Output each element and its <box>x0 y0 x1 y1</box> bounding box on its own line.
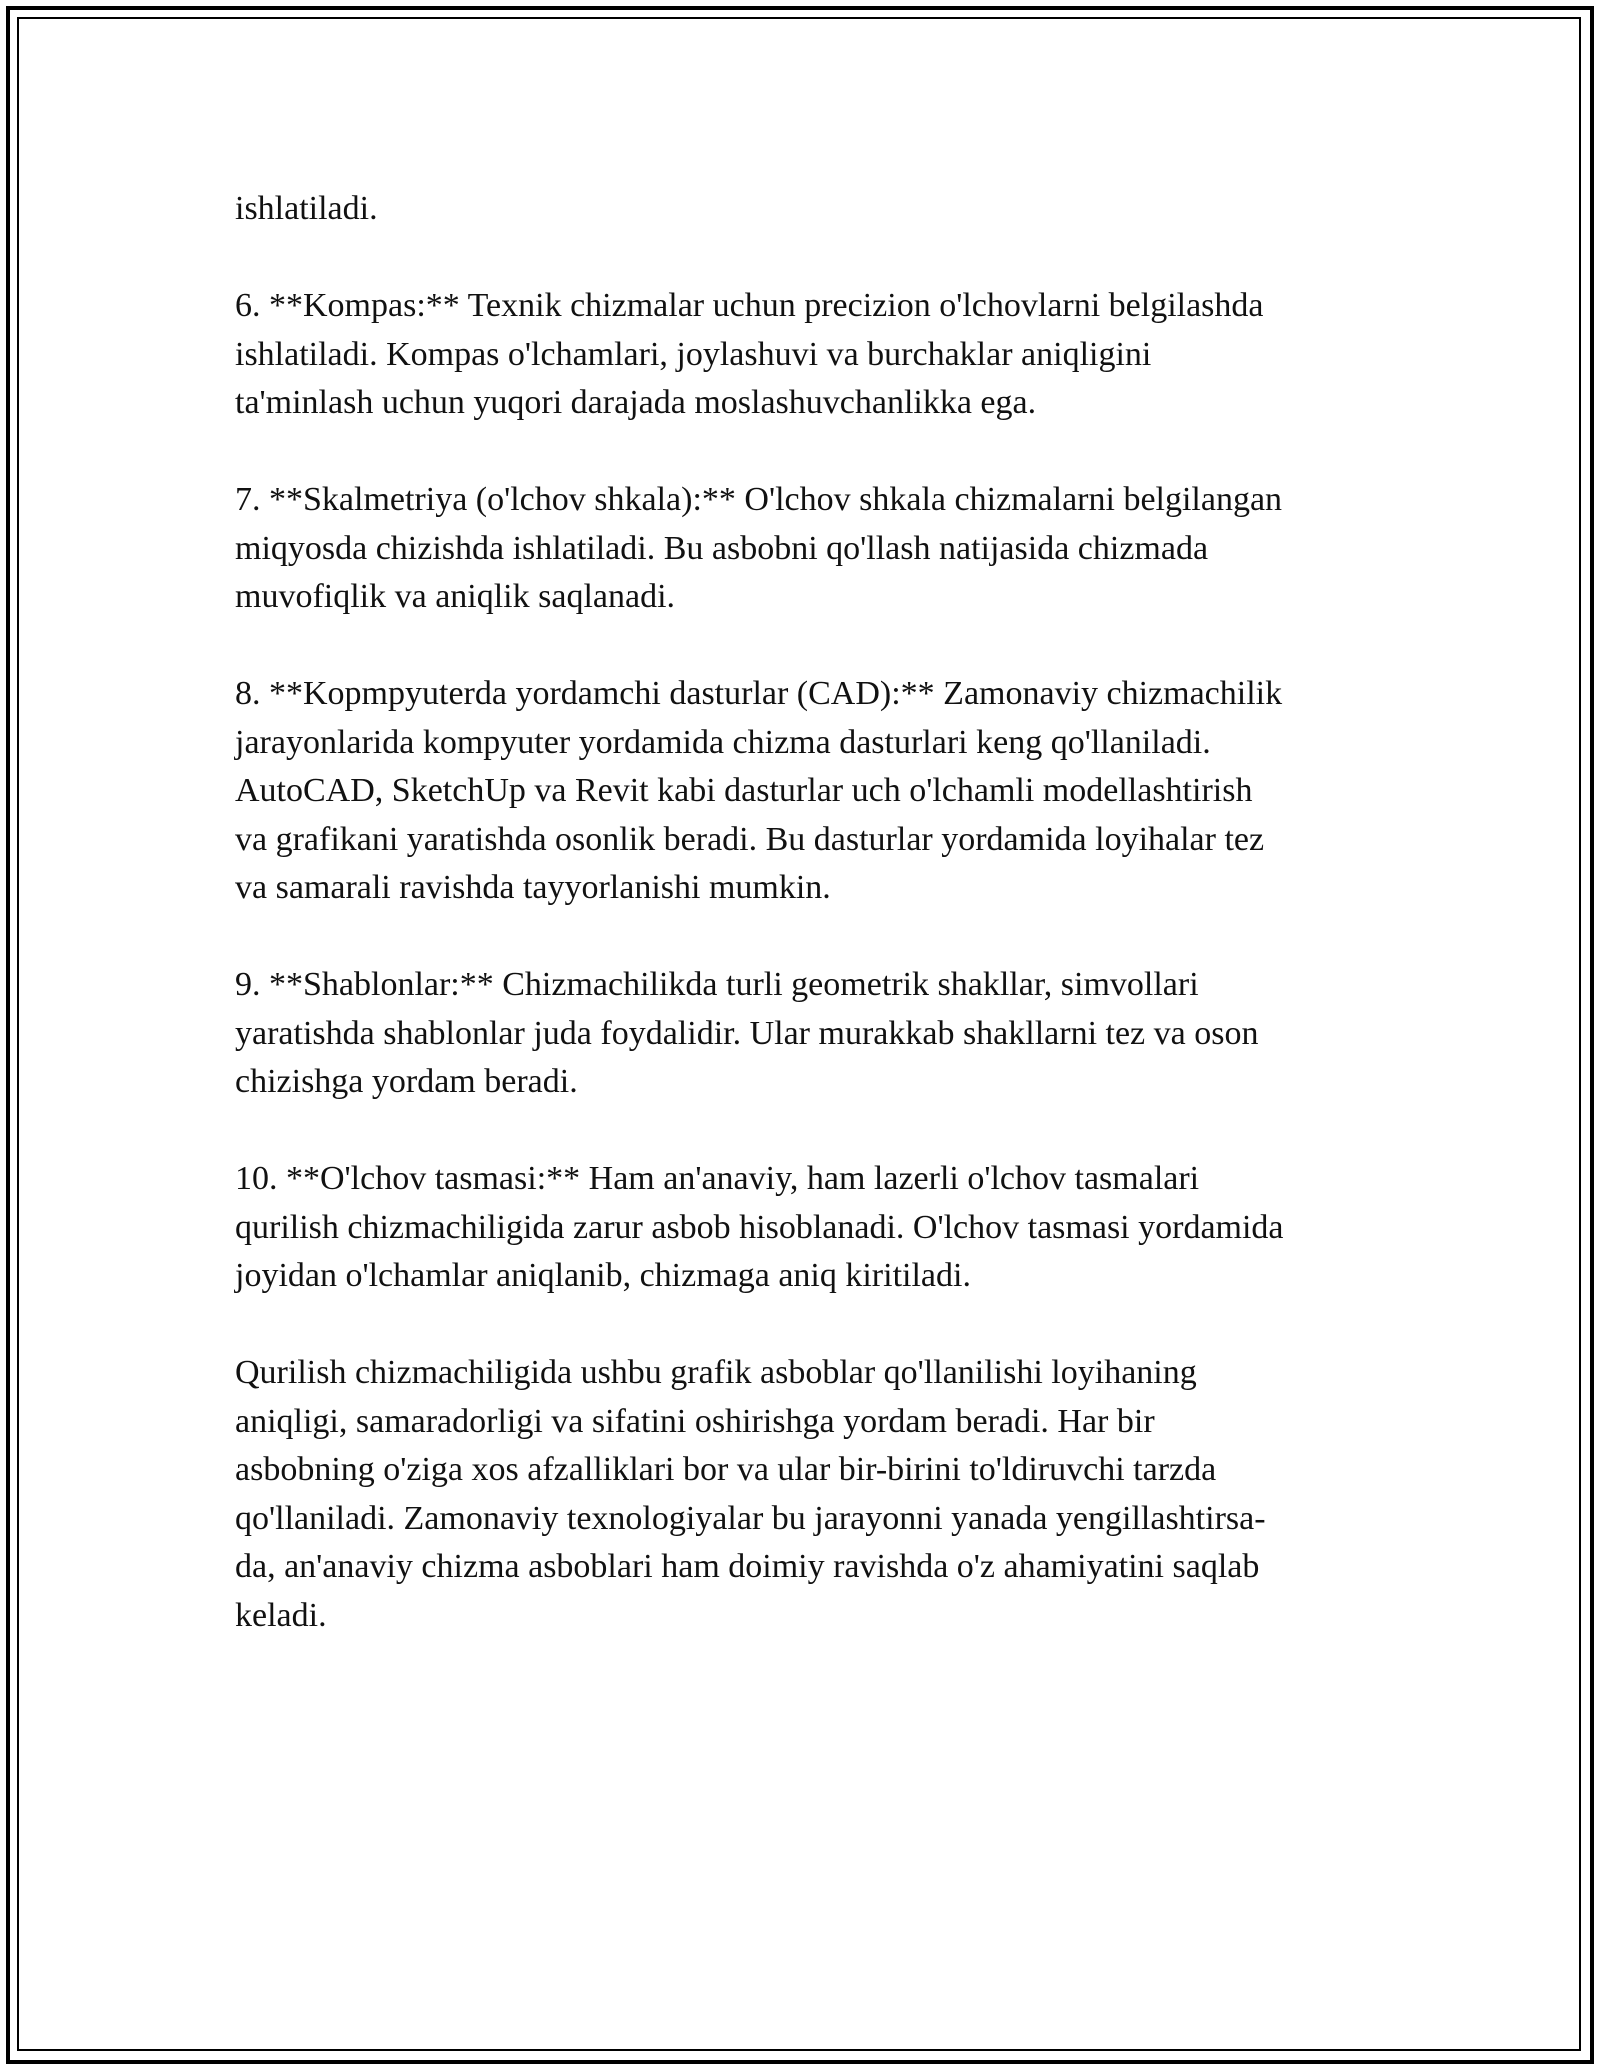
paragraph-continuation: ishlatiladi. <box>235 190 378 227</box>
paragraph-cad: 8. **Kopmpyuterda yordamchi dasturlar (CAD):** Zamonaviy chizmachilik jarayonlarida kompyuter yordamida chizma dasturlari keng qo'llaniladi. AutoCAD, SketchUp va Revit kabi dasturlar uch o'lchamli modellashtirish va grafikani yaratishda osonlik beradi. Bu dasturlar yordamida loyihalar tez va samarali ravishda tayyorlanishi mumkin. <box>235 675 1283 906</box>
document-body <box>235 185 1395 1689</box>
paragraph-kompas: 6. **Kompas:** Texnik chizmalar uchun precizion o'lchovlarni belgilashda ishlatiladi. Kompas o'lchamlari, joylashuvi va burchaklar aniqligini ta'minlash uchun yuqori darajada moslashuvchanlikka ega. <box>235 287 1264 421</box>
paragraph-skalmetriya: 7. **Skalmetriya (o'lchov shkala):** O'lchov shkala chizmalarni belgilangan miqyosda chizishda ishlatiladi. Bu asbobni qo'llash natijasida chizmada muvofiqlik va aniqlik saqlanadi. <box>235 481 1283 615</box>
paragraph-conclusion: Qurilish chizmachiligida ushbu grafik asboblar qo'llanilishi loyihaning aniqligi, samaradorligi va sifatini oshirishga yordam beradi. Har bir asbobning o'ziga xos afzalliklari bor va ular bir-birini to'ldiruvchi tarzda qo'llaniladi. Zamonaviy texnologiyalar bu jarayonni yanada yengillashtirsa- da, an'anaviy chizma asboblari ham doimiy ravishda o'z ahamiyatini saqlab keladi. <box>235 1354 1266 1634</box>
paragraph-olchov-tasmasi: 10. **O'lchov tasmasi:** Ham an'anaviy, ham lazerli o'lchov tasmalari qurilish chizmachiligida zarur asbob hisoblanadi. O'lchov tasmasi yordamida joyidan o'lchamlar aniqlanib, chizmaga aniq kiritiladi. <box>235 1160 1284 1294</box>
paragraph-shablonlar: 9. **Shablonlar:** Chizmachilikda turli geometrik shakllar, simvollari yaratishda shablonlar juda foydalidir. Ular murakkab shakllarni tez va oson chizishga yordam beradi. <box>235 966 1259 1100</box>
